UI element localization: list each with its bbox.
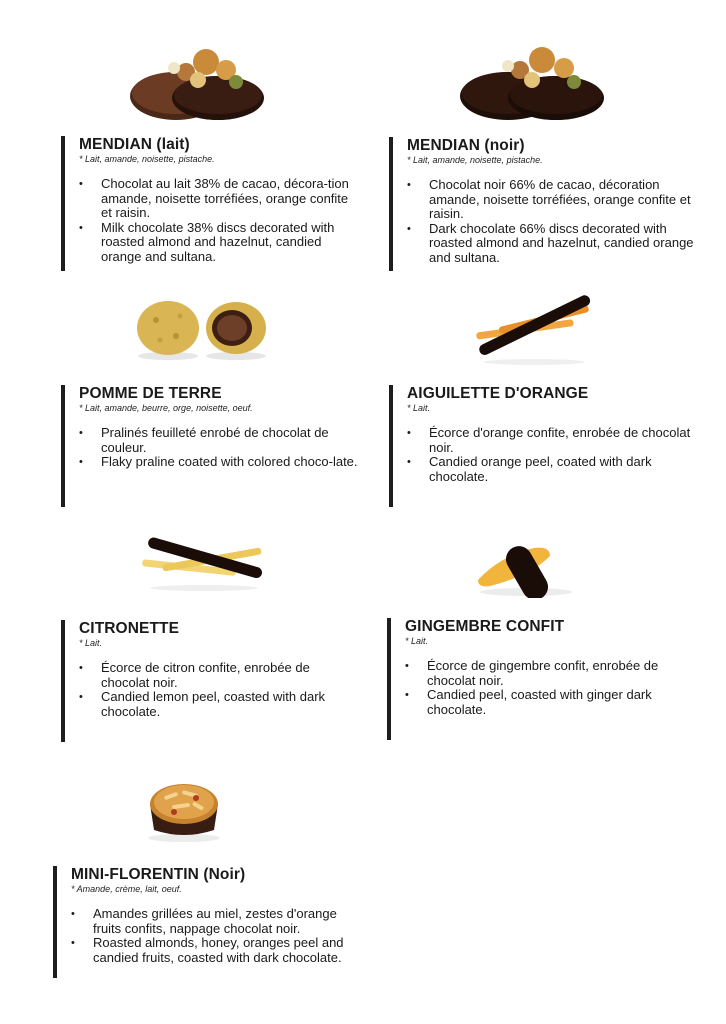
description-list: [405, 659, 697, 717]
mendian-milk-chocolate-disc-icon: [126, 46, 268, 122]
mini-florentin-image: [144, 764, 224, 844]
praline-potato-icon: [132, 296, 272, 362]
description-en: • Candied orange peel, coated with dark chocolate.: [407, 455, 699, 484]
florentin-tartlet-icon: [144, 764, 224, 844]
description-fr: • Amandes grillées au miel, zestes d'orange fruits confits, nappage chocolat noir.: [71, 907, 363, 936]
description-en: • Roasted almonds, honey, oranges peel and candied fruits, coasted with dark chocolate.: [71, 936, 363, 965]
description-en: • Dark chocolate 66% discs decorated with roasted almond and hazelnut, candied orange and sultana.: [407, 222, 699, 266]
description-list: [79, 177, 361, 264]
allergen-note: * Lait.: [405, 636, 429, 646]
aiguilette-orange-image: [468, 290, 598, 366]
mendian-lait-image: [126, 46, 268, 122]
description-list: [71, 907, 363, 965]
description-en: • Candied lemon peel, coasted with dark chocolate.: [79, 690, 361, 719]
description-list: [79, 661, 361, 719]
allergen-note: * Lait, amande, beurre, orge, noisette, oeuf.: [79, 403, 253, 413]
gingembre-confit-image: [470, 526, 582, 598]
product-title: MINI-FLORENTIN (Noir): [71, 866, 246, 883]
orange-peel-stick-icon: [468, 290, 598, 366]
description-fr: • Chocolat noir 66% de cacao, décoration amande, noisette torréfiées, orange confite et raisin.: [407, 178, 699, 222]
allergen-note: * Amande, crème, lait, oeuf.: [71, 884, 182, 894]
allergen-note: * Lait, amande, noisette, pistache.: [407, 155, 543, 165]
product-title: POMME DE TERRE: [79, 385, 222, 402]
allergen-note: * Lait.: [79, 638, 103, 648]
candied-ginger-icon: [470, 526, 582, 598]
description-en: • Flaky praline coated with colored choco-late.: [79, 455, 361, 470]
description-fr: • Chocolat au lait 38% de cacao, décora-tion amande, noisette torréfiées, orange confite et raisin.: [79, 177, 361, 221]
description-list: [79, 426, 361, 470]
citronette-entry: [61, 620, 361, 742]
description-en: • Candied peel, coasted with ginger dark chocolate.: [405, 688, 697, 717]
allergen-note: * Lait, amande, noisette, pistache.: [79, 154, 215, 164]
description-en: • Milk chocolate 38% discs decorated with roasted almond and hazelnut, candied orange and sultana.: [79, 221, 361, 265]
aiguilette-orange-entry: [389, 385, 699, 507]
product-title: MENDIAN (noir): [407, 137, 525, 154]
pomme-de-terre-entry: [61, 385, 361, 507]
description-fr: • Écorce de gingembre confit, enrobée de chocolat noir.: [405, 659, 697, 688]
mini-florentin-entry: [53, 866, 363, 978]
mendian-noir-image: [456, 44, 608, 124]
mendian-dark-chocolate-disc-icon: [456, 44, 608, 124]
description-list: [407, 426, 699, 484]
description-list: [407, 178, 699, 265]
product-title: GINGEMBRE CONFIT: [405, 618, 565, 635]
mendian-lait-entry: [61, 136, 361, 271]
gingembre-confit-entry: [387, 618, 697, 740]
mendian-noir-entry: [389, 137, 699, 271]
allergen-note: * Lait.: [407, 403, 431, 413]
description-fr: • Pralinés feuilleté enrobé de chocolat de couleur.: [79, 426, 361, 455]
pomme-de-terre-image: [132, 296, 272, 362]
lemon-peel-stick-icon: [138, 530, 270, 592]
description-fr: • Écorce d'orange confite, enrobée de chocolat noir.: [407, 426, 699, 455]
product-title: MENDIAN (lait): [79, 136, 190, 153]
product-title: CITRONETTE: [79, 620, 180, 637]
description-fr: • Écorce de citron confite, enrobée de chocolat noir.: [79, 661, 361, 690]
product-title: AIGUILETTE D'ORANGE: [407, 385, 589, 402]
citronette-image: [138, 530, 270, 592]
